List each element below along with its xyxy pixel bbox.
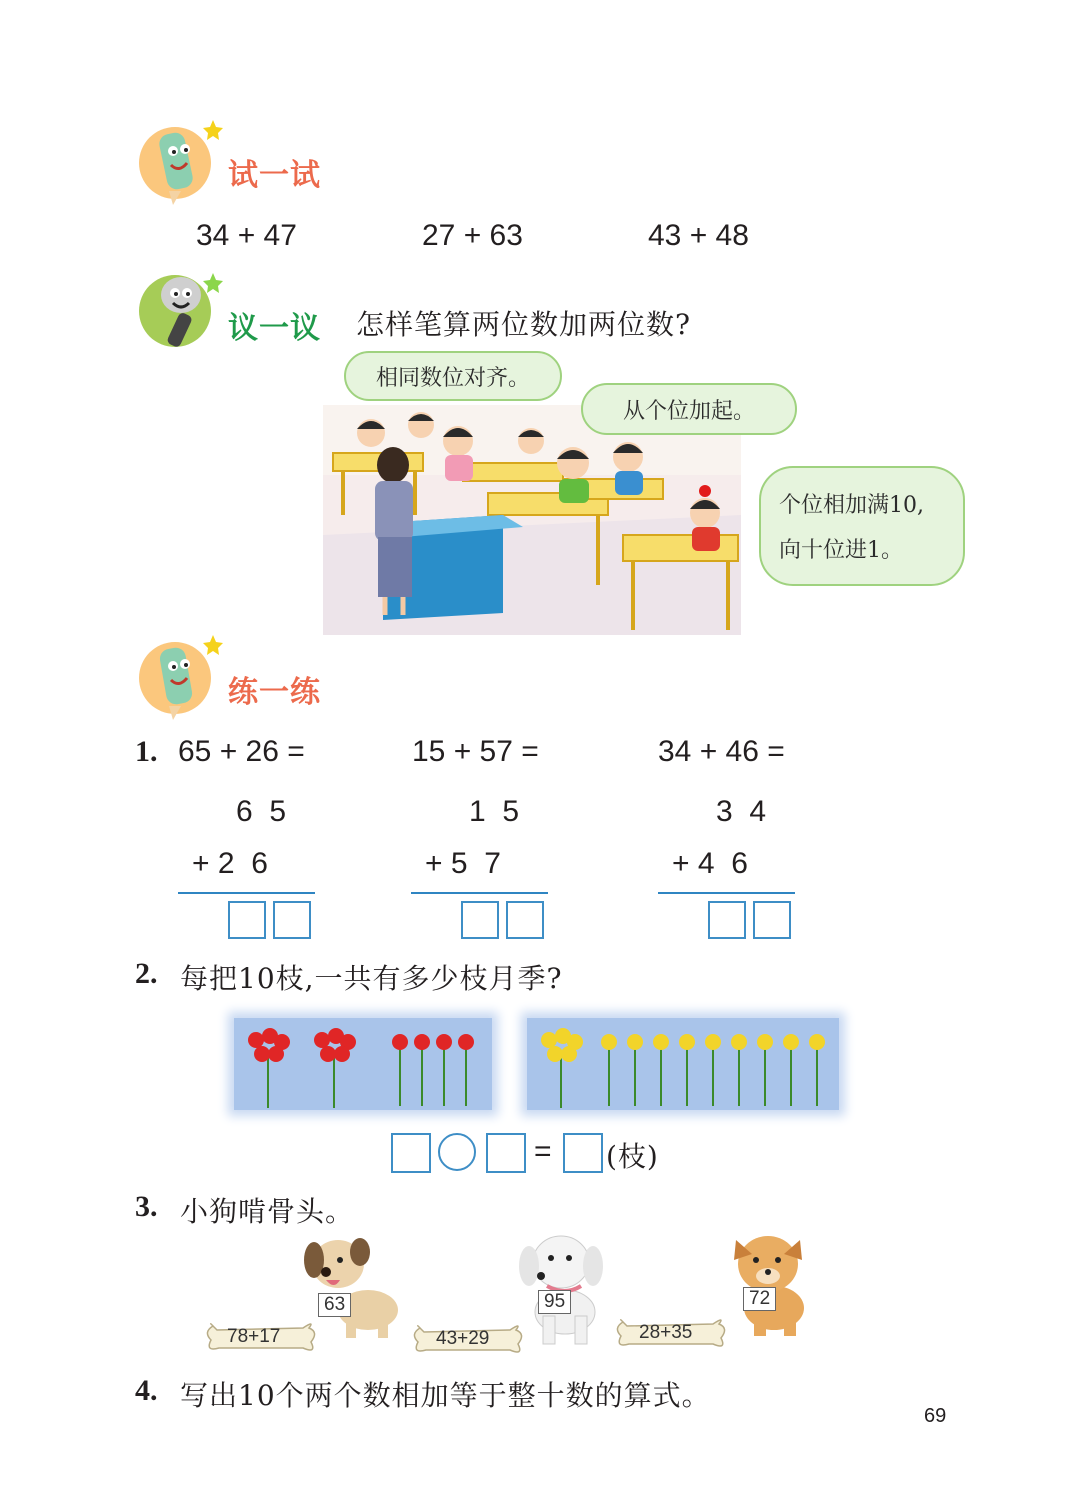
try-exercise-1: 34 + 47 (196, 219, 297, 252)
q2-text: 每把10枝,一共有多少枝月季? (180, 962, 563, 995)
dog-1-tag: 63 (318, 1293, 351, 1317)
discuss-question: 怎样笔算两位数加两位数? (356, 308, 692, 341)
q2-answer-box-1[interactable] (391, 1133, 431, 1173)
answer-ones-box[interactable] (273, 901, 311, 939)
bone-2[interactable] (410, 1320, 526, 1360)
bone-2-label: 43+29 (436, 1328, 490, 1349)
q1-expression-2: 15 + 57 = (412, 735, 539, 768)
bubble-text-line2: 向十位进1。 (779, 538, 903, 563)
addend-top: 6 5 (236, 795, 287, 828)
bubble-text-line1: 个位相加满10, (779, 493, 924, 518)
try-exercise-2: 27 + 63 (422, 219, 523, 252)
sum-line (178, 892, 315, 894)
addend-top: 1 5 (469, 795, 520, 828)
q2-number: 2. (135, 957, 158, 990)
q4-text: 写出10个两个数相加等于整十数的算式。 (180, 1379, 711, 1412)
answer-tens-box[interactable] (228, 901, 266, 939)
bone-3-label: 28+35 (639, 1322, 693, 1343)
bubble-text: 从个位加起。 (622, 398, 755, 424)
pencil-mascot-icon (133, 115, 225, 207)
q2-answer-box-3[interactable] (563, 1133, 603, 1173)
sum-line (658, 892, 795, 894)
q2-answer-box-2[interactable] (486, 1133, 526, 1173)
classroom-illustration (323, 405, 741, 635)
answer-ones-box[interactable] (506, 901, 544, 939)
addend-bottom: + 4 6 (672, 847, 748, 880)
q2-equals: = (534, 1135, 552, 1168)
vertical-addition-2 (411, 795, 551, 945)
practice-section-title: 练一练 (228, 675, 321, 710)
dog-2-illustration (515, 1226, 615, 1346)
vertical-addition-3 (658, 795, 798, 945)
answer-ones-box[interactable] (753, 901, 791, 939)
q4-number: 4. (135, 1374, 158, 1407)
addend-top: 3 4 (716, 795, 767, 828)
red-roses-panel (234, 1018, 492, 1110)
q1-expression-3: 34 + 46 = (658, 735, 785, 768)
bone-1-label: 78+17 (227, 1326, 281, 1347)
q1-expression-1: 65 + 26 = (178, 735, 305, 768)
speech-bubble-carry (759, 466, 965, 586)
try-section-title: 试一试 (228, 158, 321, 193)
q3-text: 小狗啃骨头。 (180, 1195, 355, 1228)
q1-number: 1. (135, 735, 158, 768)
addend-bottom: + 2 6 (192, 847, 268, 880)
sum-line (411, 892, 548, 894)
addend-bottom: + 5 7 (425, 847, 501, 880)
q3-number: 3. (135, 1190, 158, 1223)
bone-1[interactable] (203, 1318, 319, 1358)
q2-operator-circle[interactable] (438, 1133, 476, 1171)
speech-bubble-align (344, 351, 562, 401)
speech-bubble-start-ones (581, 383, 797, 435)
vertical-addition-1 (178, 795, 318, 945)
microphone-mascot-icon (133, 265, 225, 355)
yellow-roses-panel (527, 1018, 839, 1110)
dog-2-tag: 95 (538, 1290, 571, 1314)
dog-3-tag: 72 (743, 1287, 776, 1311)
discuss-section-title: 议一议 (228, 311, 321, 346)
q2-unit: (枝) (606, 1140, 659, 1173)
answer-tens-box[interactable] (708, 901, 746, 939)
pencil-mascot-icon (133, 630, 225, 722)
bone-3[interactable] (613, 1314, 729, 1354)
try-exercise-3: 43 + 48 (648, 219, 749, 252)
dog-3-illustration (722, 1226, 822, 1338)
page-number: 69 (924, 1405, 947, 1427)
answer-tens-box[interactable] (461, 901, 499, 939)
bubble-text: 相同数位对齐。 (375, 365, 530, 391)
